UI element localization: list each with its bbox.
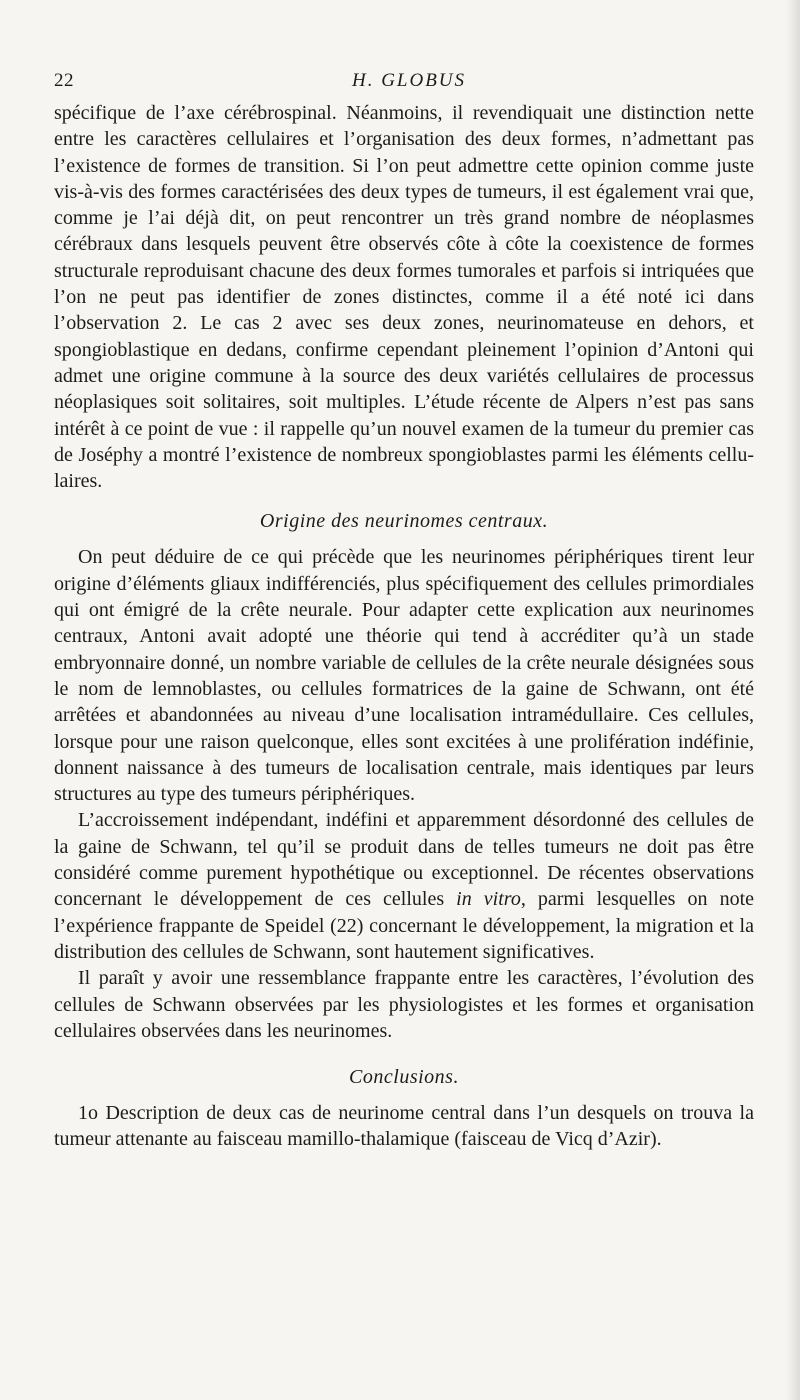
paragraph-1: spécifique de l’axe cérébrospinal. Néanmoins, il revendiquait une distinction nette entre les caractères cellulaires et l’organisation des deux formes, n’admettant pas l’existence de formes de transition. Si l’on peut admettre cette opinion comme juste vis-à-vis des formes caractérisées des deux types de tumeurs, il est également vrai que, comme je l’ai déjà dit, on peut rencontrer un très grand nombre de néoplasmes cérébraux dans lesquels peuvent être observés côte à côte la coexistence de formes structurale reproduisant chacune des deux formes tumorales et parfois si intriquées que l’on ne peut pas identifier de zones distinctes, comme il a été noté ici dans l’observation 2. Le cas 2 avec ses deux zones, neurinomateuse en dehors, et spongioblastique en dedans, confirme cependant pleinement l’opinion d’Antoni qui admet une origine commune à la source des deux variétés cellulaires de processus néoplasiques soit solitaires, soit multiples. L’étude récente de Alpers n’est pas sans intérêt à ce point de vue : il rappelle qu’un nouvel examen de la tumeur du premier cas de Joséphy a montré l’existence de nombreux spongioblastes parmi les éléments cellulaires. [54, 102, 754, 493]
paragraph-3-part-1: L’accroissement indépendant, indéfini et apparemment désordonné des cellules de la gaine de Schwann, tel qu’il se produit dans de telles tumeurs ne doit pas être considéré comme purement hypothétique ou exceptionnel. De récentes observations concernant le développement de ces cellules [54, 809, 754, 911]
running-head: H. GLOBUS [351, 70, 467, 91]
paragraph-4: Il paraît y avoir une ressemblance frappante entre les caractères, l’évolution des cellules de Schwann observées par les physiologistes et les formes et organisation cellulaires observées dans les neurinomes. [54, 967, 754, 1042]
section-heading-conclusions: Conclusions. [349, 1066, 459, 1089]
page-number: 22 [54, 70, 74, 91]
paragraph-3 [54, 807, 754, 965]
paragraph-3-italic: in vitro [456, 888, 521, 911]
paragraph-2: On peut déduire de ce qui précède que les neurinomes périphériques tirent leur origine d’éléments gliaux indifférenciés, plus spécifiquement des cellules primordiales qui ont émigré de la crête neurale. Pour adapter cette explication aux neurinomes centraux, Antoni avait adopté une théorie qui tend à accréditer qu’à un stade embryonnaire donné, un nombre variable de cellules de la crête neurale désignées sous le nom de lemnoblastes, ou cellules formatrices de la gaine de Schwann, ont été arrêtées et abandonnées au niveau d’une localisation intramédullaire. Ces cellules, lorsque pour une raison quelconque, elles sont excitées à une prolifération indéfinie, donnent naissance à des tumeurs de localisation centrale, mais identiques par leurs structures au type des tumeurs périphériques. [54, 546, 754, 806]
section-heading-origine: Origine des neurinomes centraux. [259, 510, 549, 533]
page-edge-shadow [786, 0, 800, 1400]
body-text [54, 100, 754, 1153]
paragraph-5: 1o Description de deux cas de neurinome central dans l’un desquels on trouva la tumeur attenante au faisceau mamillo-thalamique (faisceau de Vicq d’Azir). [54, 1102, 754, 1151]
paragraph-3-part-2: , parmi lesquelles on note l’expérience frappante de Speidel (22) concernant le développement, la migration et la distribution des cellules de Schwann, sont hautement significatives. [54, 888, 755, 963]
page-header [54, 66, 764, 96]
